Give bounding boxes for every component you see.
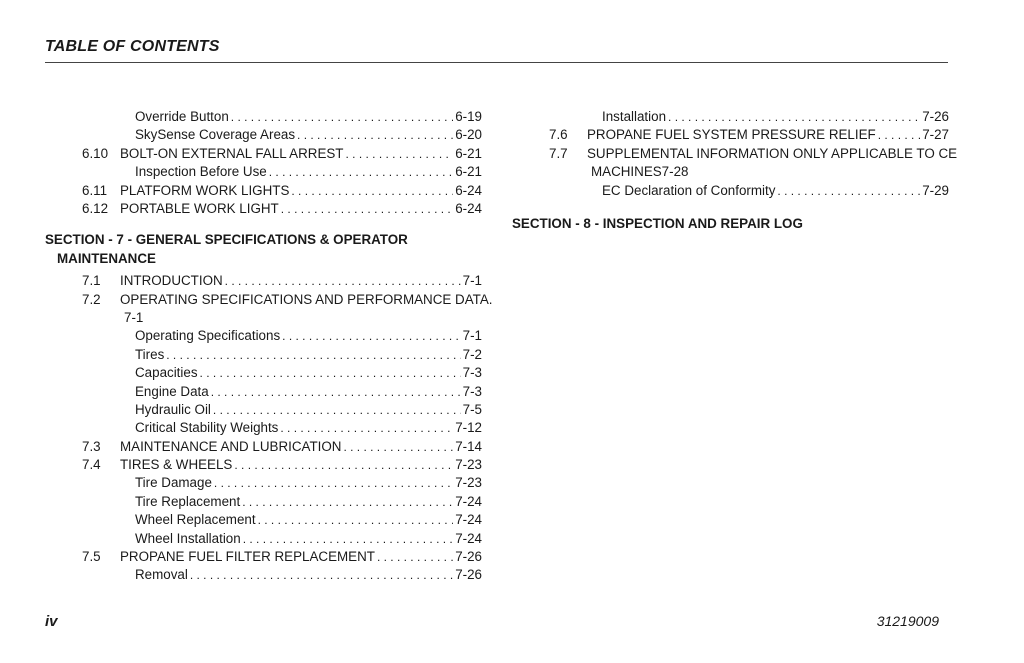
dot-leader [668, 108, 920, 126]
toc-entry-page: 7-3 [462, 383, 482, 399]
toc-entry[interactable] [45, 200, 482, 218]
toc-entry-number: 6.10 [82, 145, 109, 161]
toc-entry[interactable] [512, 182, 949, 200]
toc-entry-number: 7.3 [82, 438, 101, 454]
dot-leader [343, 438, 453, 456]
toc-entry-title: Operating Specifications [135, 328, 281, 344]
toc-entry[interactable] [45, 548, 482, 566]
toc-entry[interactable] [512, 108, 949, 126]
toc-entry-number: 7.1 [82, 273, 101, 289]
toc-entry-page: 6-24 [455, 200, 482, 216]
toc-entry-title: SUPPLEMENTAL INFORMATION ONLY APPLICABLE TO CE [587, 145, 958, 161]
dot-leader [377, 548, 453, 566]
toc-entry-title: Capacities [135, 365, 198, 381]
toc-entry-page: 7-24 [455, 493, 482, 509]
dot-leader [200, 364, 461, 382]
toc-entry[interactable] [45, 456, 482, 474]
toc-entry-title: Engine Data [135, 383, 209, 399]
toc-entry-title: Removal [135, 567, 188, 583]
toc-entry[interactable] [45, 401, 482, 419]
toc-entry-page: 7-14 [455, 438, 482, 454]
dot-leader [269, 163, 453, 181]
toc-entry-number: 7.4 [82, 457, 101, 473]
dot-leader [346, 145, 454, 163]
dot-leader [777, 182, 920, 200]
toc-entry-page: 7-1 [462, 328, 482, 344]
toc-entry[interactable] [45, 383, 482, 401]
toc-entry-number: 7.7 [549, 145, 568, 161]
toc-entry-title: Wheel Replacement [135, 512, 256, 528]
toc-entry[interactable] [45, 309, 482, 327]
toc-entry[interactable] [45, 346, 482, 364]
dot-leader [282, 327, 460, 345]
toc-entry-page: 6-19 [455, 109, 482, 124]
toc-entry-page: 7-27 [922, 127, 949, 143]
toc-entry-page: 7-26 [922, 109, 949, 124]
dot-leader [291, 182, 453, 200]
toc-entry[interactable] [45, 182, 482, 200]
toc-entry[interactable] [45, 419, 482, 437]
toc-entry-title: Installation [602, 109, 667, 124]
dot-leader [297, 126, 453, 144]
dot-leader [190, 566, 453, 584]
toc-entry[interactable] [512, 145, 958, 163]
toc-entry-page: 7-12 [455, 420, 482, 436]
toc-entry[interactable] [45, 493, 482, 511]
toc-entry-page: 7-2 [462, 346, 482, 362]
toc-entry-page: 6-21 [455, 164, 482, 180]
toc-entry-title: PORTABLE WORK LIGHT [120, 200, 279, 216]
toc-entry[interactable] [45, 566, 482, 584]
toc-entry-page: 7-5 [462, 401, 482, 417]
page-title: TABLE OF CONTENTS [45, 38, 220, 55]
toc-entry-title: Inspection Before Use [135, 164, 267, 180]
toc-entry-number: 7.6 [549, 127, 568, 143]
section-7-heading[interactable] [45, 231, 482, 268]
toc-entry-page: 7-3 [462, 365, 482, 381]
toc-entry[interactable] [45, 438, 482, 456]
page-number: iv [45, 613, 58, 630]
toc-entry-page: 6-21 [455, 145, 482, 161]
dot-leader [213, 401, 461, 419]
toc-entry[interactable] [512, 126, 949, 144]
toc-entry-page: 7-23 [455, 457, 482, 473]
dot-leader [234, 456, 453, 474]
page-header [45, 37, 948, 63]
dot-leader [231, 108, 453, 126]
toc-left-column [45, 108, 493, 585]
toc-entry-title: Critical Stability Weights [135, 420, 279, 436]
toc-entry-title: Tire Replacement [135, 493, 241, 509]
toc-entry-page: 7-26 [455, 567, 482, 583]
toc-entry-title: SkySense Coverage Areas [135, 127, 296, 143]
toc-entry-title: 7-1 [124, 309, 144, 325]
toc-entry[interactable] [45, 145, 482, 163]
toc-entry-title: INTRODUCTION [120, 273, 223, 289]
toc-list-section6 [45, 108, 482, 218]
toc-entry-title: TIRES & WHEELS [120, 457, 233, 473]
toc-entry[interactable] [45, 530, 482, 548]
toc-entry[interactable] [45, 327, 482, 345]
dot-leader [258, 511, 454, 529]
dot-leader [281, 200, 453, 218]
toc-right-column [512, 108, 958, 237]
dot-leader [225, 272, 461, 290]
toc-entry-page: 7-1 [462, 273, 482, 289]
document-number: 31219009 [876, 613, 939, 629]
toc-entry-page: 7-24 [455, 530, 482, 546]
toc-entry-title: Wheel Installation [135, 530, 241, 546]
toc-entry[interactable] [45, 364, 482, 382]
dot-leader [242, 493, 453, 511]
toc-entry-page: 7-26 [455, 549, 482, 565]
toc-entry-title: Hydraulic Oil [135, 401, 211, 417]
toc-entry-title: Tire Damage [135, 475, 212, 491]
section-7-heading-line2: MAINTENANCE [57, 250, 156, 266]
toc-list-section7 [45, 272, 493, 585]
toc-entry[interactable] [45, 163, 482, 181]
toc-entry-page: 6-24 [455, 182, 482, 198]
toc-entry-title: OPERATING SPECIFICATIONS AND PERFORMANCE DATA. [120, 291, 493, 307]
toc-entry[interactable] [512, 163, 949, 181]
toc-entry[interactable] [45, 511, 482, 529]
toc-list-right [512, 108, 958, 200]
toc-entry-number: 7.5 [82, 549, 101, 565]
toc-entry-title: EC Declaration of Conformity [602, 182, 776, 198]
toc-entry-title: PROPANE FUEL FILTER REPLACEMENT [120, 549, 375, 565]
toc-entry-title: Tires [135, 346, 165, 362]
toc-entry-number: 6.11 [82, 182, 108, 198]
section-7-heading-line1: SECTION - 7 - GENERAL SPECIFICATIONS & OPERATOR [45, 232, 408, 248]
toc-entry-title: PLATFORM WORK LIGHTS [120, 182, 290, 198]
toc-entry[interactable] [45, 272, 482, 290]
toc-entry-title: PROPANE FUEL SYSTEM PRESSURE RELIEF [587, 127, 876, 143]
toc-entry-number: 7.2 [82, 291, 101, 307]
toc-entry-page: 6-20 [455, 127, 482, 143]
toc-entry-title: MACHINES7-28 [591, 164, 689, 180]
toc-entry-page: 7-29 [922, 182, 949, 198]
section-8-heading[interactable]: SECTION - 8 - INSPECTION AND REPAIR LOG [512, 215, 803, 231]
toc-entry[interactable] [45, 474, 482, 492]
dot-leader [211, 383, 461, 401]
dot-leader [280, 419, 453, 437]
toc-entry-page: 7-23 [455, 475, 482, 491]
toc-entry-title: MAINTENANCE AND LUBRICATION [120, 438, 342, 454]
toc-entry[interactable] [45, 108, 482, 126]
toc-entry[interactable] [45, 126, 482, 144]
toc-entry-number: 6.12 [82, 200, 109, 216]
toc-entry-page: 7-24 [455, 512, 482, 528]
dot-leader [166, 346, 460, 364]
toc-entry-title: BOLT-ON EXTERNAL FALL ARREST [120, 145, 344, 161]
toc-entry-title: Override Button [135, 109, 229, 124]
dot-leader [243, 530, 453, 548]
toc-entry[interactable] [45, 291, 493, 309]
dot-leader [214, 474, 453, 492]
dot-leader [878, 126, 920, 144]
